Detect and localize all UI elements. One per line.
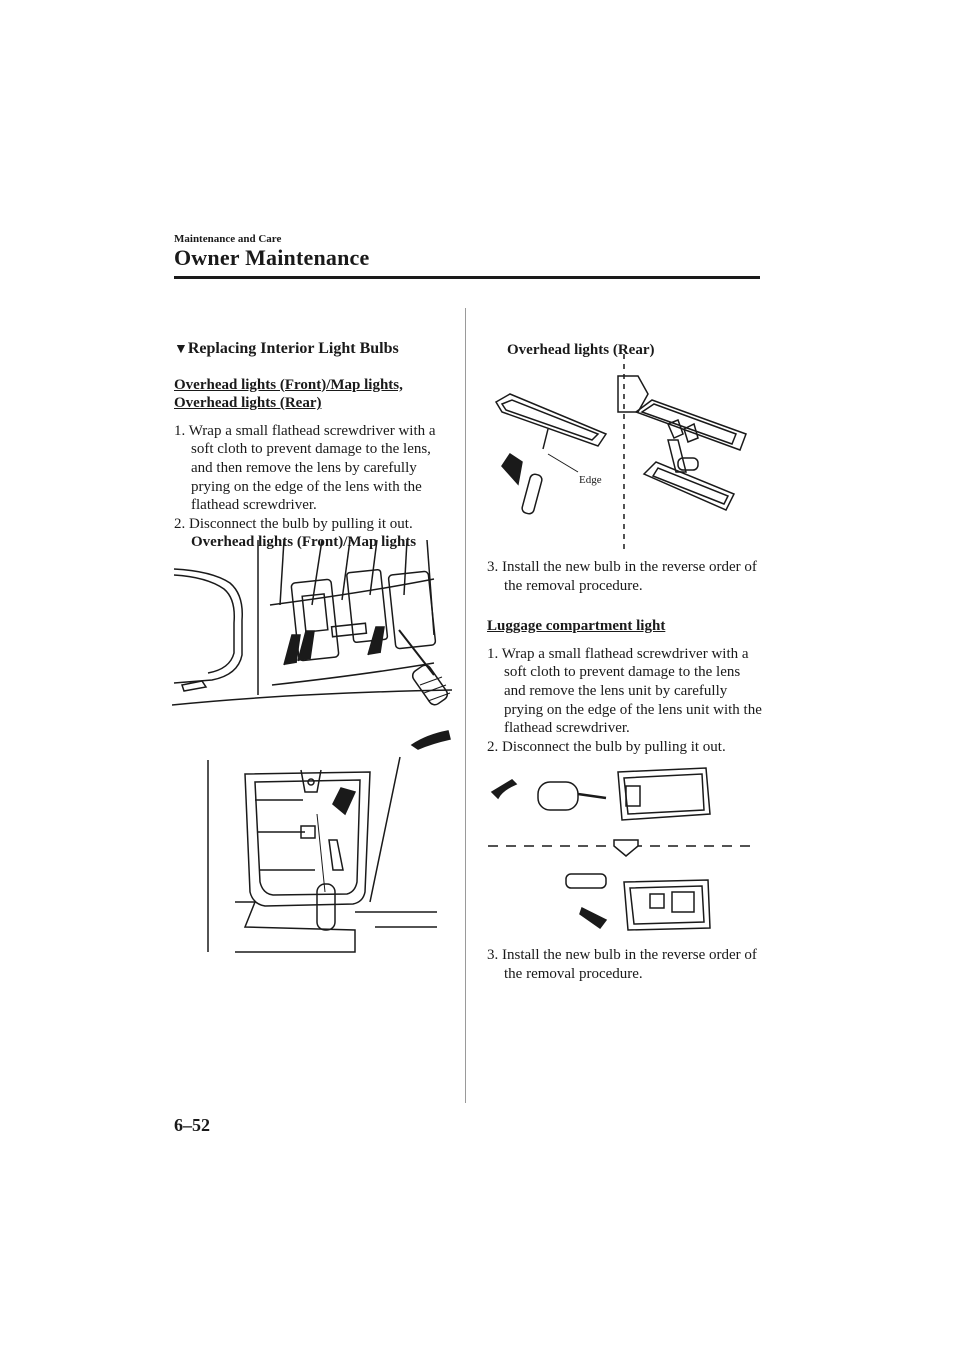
right-column <box>487 558 763 756</box>
left-column <box>174 340 450 552</box>
step-1: 1. Wrap a small flathead screwdriver with a soft cloth to prevent damage to the lens, and then remove the lens by carefully prying on the edge of the lens with the flathead screwdriver. <box>174 422 436 514</box>
subheading-luggage: Luggage compartment light <box>487 618 666 635</box>
luggage-step-3: 3. Install the new bulb in the reverse order of the removal procedure. <box>487 947 757 982</box>
luggage-step-1: 1. Wrap a small flathead screwdriver with a soft cloth to prevent damage to the lens and remove the lens unit by carefully prying on the edge of the lens unit with the flathead screwdriver. <box>487 645 762 737</box>
section-heading-text: Replacing Interior Light Bulbs <box>187 340 399 357</box>
subheading-overhead-lights: Overhead lights (Front)/Map lights, Overhead lights (Rear) <box>174 376 403 412</box>
luggage-step-3-wrap <box>487 946 763 983</box>
figure-overhead-rear <box>488 354 760 554</box>
page-title: Owner Maintenance <box>174 245 370 270</box>
figure-caption-rear: Overhead lights (Rear) <box>507 342 655 358</box>
figure-luggage-light <box>488 762 760 938</box>
figure-bulb-housing <box>205 752 437 957</box>
figure-label-edge: Edge <box>579 474 602 486</box>
page-number: 6–52 <box>174 1115 210 1135</box>
section-label: Maintenance and Care <box>174 233 282 245</box>
step-2: 2. Disconnect the bulb by pulling it out. <box>174 515 413 532</box>
step-3-overhead: 3. Install the new bulb in the reverse order of the removal procedure. <box>487 559 757 594</box>
figure-caption-front: Overhead lights (Front)/Map lights <box>191 534 417 551</box>
triangle-marker-icon: ▼ <box>174 342 188 357</box>
luggage-step-2: 2. Disconnect the bulb by pulling it out. <box>487 738 726 755</box>
figure-overhead-front <box>172 535 452 750</box>
column-divider <box>465 308 466 1103</box>
section-heading <box>174 340 450 360</box>
title-rule <box>174 276 760 279</box>
